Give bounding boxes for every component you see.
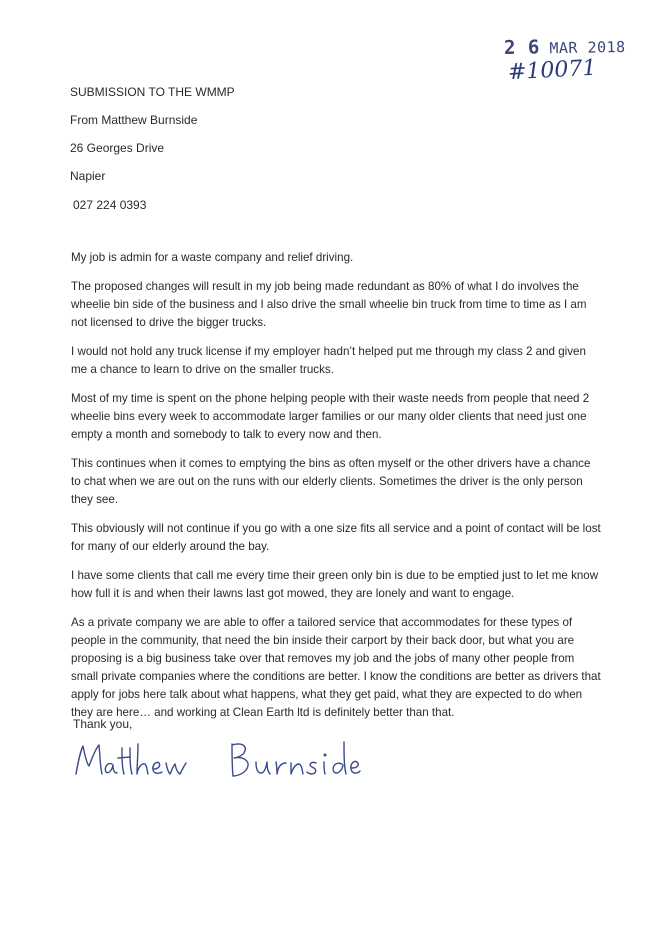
stamp-month-year: MAR 2018 <box>549 37 626 58</box>
stamp-day: 2 6 <box>503 36 541 60</box>
paragraph: I have some clients that call me every time their green only bin is due to be emptied just to let me know how full it is and when their lawns last got mowed, they are lonely and want to engage. <box>71 569 599 600</box>
sender-name: From Matthew Burnside <box>70 113 198 127</box>
paragraph: Most of my time is spent on the phone helping people with their waste needs from people that need 2 wheelie bins every week to accommodate larger families or our many older clients that need just one empty a month and somebody to talk to every now and then. <box>71 392 590 441</box>
paragraph: This continues when it comes to emptying the bins as often myself or the other drivers have a chance to chat when we are out on the runs with our elderly clients. Sometimes the driver is the only person they see. <box>71 457 591 506</box>
handwritten-signature <box>72 736 382 786</box>
sender-phone: 027 224 0393 <box>73 198 147 212</box>
handwritten-reference-number: #10071 <box>507 55 598 86</box>
sender-street: 26 Georges Drive <box>70 141 165 155</box>
paragraph: My job is admin for a waste company and relief driving. <box>71 251 354 264</box>
paragraph: As a private company we are able to offer a tailored service that accommodates for these types of people in the community, that need the bin inside their carport by their back door, but what you are proposing is a big business take over that removes my job and the jobs of many other people from small private companies where the conditions are better. I know the conditions are better as drivers that apply for jobs here talk about what happens, what they get paid, what they are expected to do when they are here… and working at Clean Earth ltd is definitely better than that. <box>71 616 601 719</box>
paragraph: The proposed changes will result in my job being made redundant as 80% of what I do involves the wheelie bin side of the business and I also drive the small wheelie bin truck from time to time as I am not licensed to drive the bigger trucks. <box>71 280 587 329</box>
sign-off: Thank you, <box>73 717 133 731</box>
received-date-stamp <box>504 35 626 59</box>
paragraph: I would not hold any truck license if my employer hadn’t helped put me through my class 2 and given me a chance to learn to drive on the smaller trucks. <box>71 345 586 376</box>
submission-title: SUBMISSION TO THE WMMP <box>70 85 235 99</box>
sender-city: Napier <box>70 169 106 183</box>
paragraph: This obviously will not continue if you go with a one size fits all service and a point of contact will be lost for many of our elderly around the bay. <box>71 522 601 553</box>
letter-body <box>71 249 601 733</box>
